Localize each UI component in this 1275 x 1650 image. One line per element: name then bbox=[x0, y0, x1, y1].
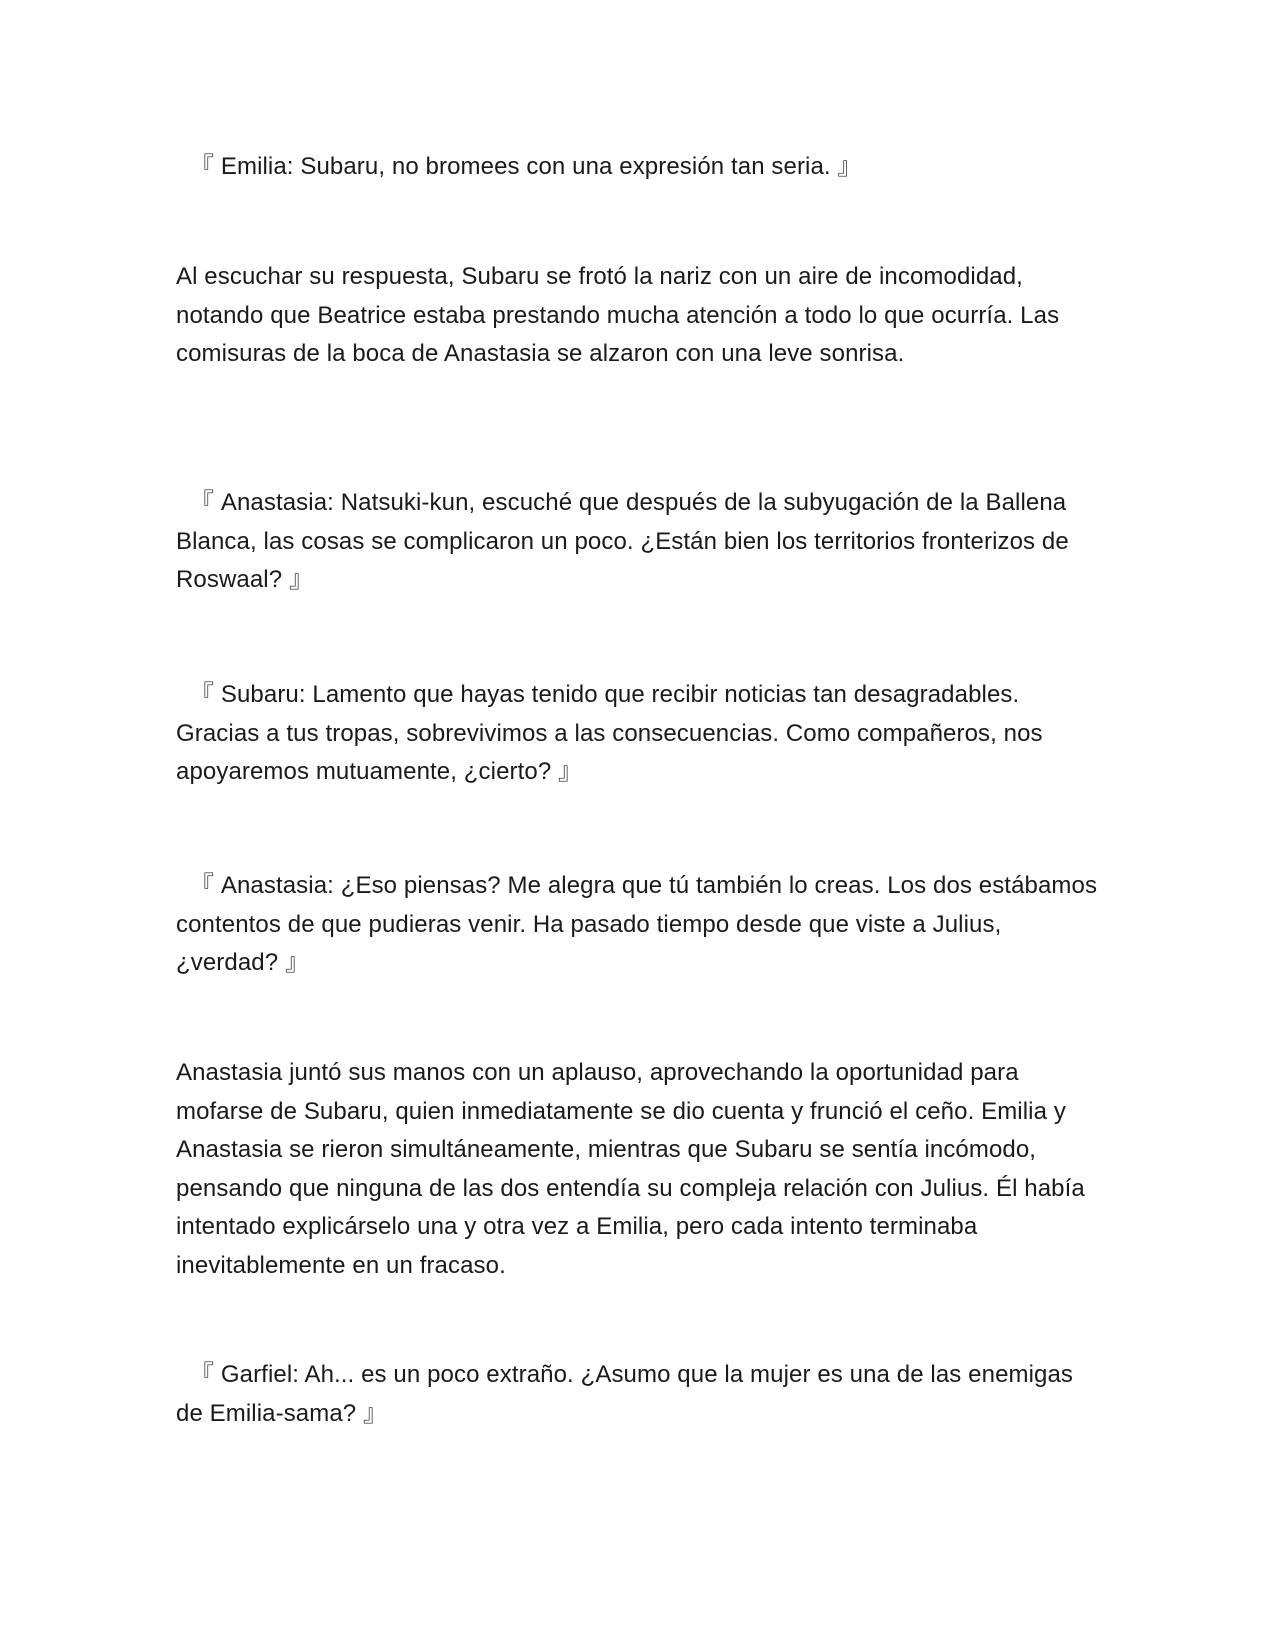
dialogue-subaru: 『 Subaru: Lamento que hayas tenido que recibir noticias tan desagradables. Gracias a tus tropas, sobrevivimos a las consecuencias. Como compañeros, nos apoyaremos mutuamente, ¿cierto? 』 bbox=[176, 681, 1043, 785]
dialogue-anastasia-2: 『 Anastasia: ¿Eso piensas? Me alegra que tú también lo creas. Los dos estábamos contentos de que pudieras venir. Ha pasado tiempo desde que viste a Julius, ¿verdad? 』 bbox=[176, 872, 1098, 976]
dialogue-anastasia: 『 Anastasia: Natsuki-kun, escuché que después de la subyugación de la Ballena Blanca, las cosas se complicaron un poco. ¿Están bien los territorios fronterizos de Roswaal? 』 bbox=[176, 489, 1069, 593]
dialogue-garfiel: 『 Garfiel: Ah... es un poco extraño. ¿Asumo que la mujer es una de las enemigas de Emilia-sama? 』 bbox=[176, 1361, 1074, 1427]
dialogue-emilia: 『 Emilia: Subaru, no bromees con una expresión tan seria. 』 bbox=[190, 153, 862, 180]
narration-paragraph: Al escuchar su respuesta, Subaru se frotó la nariz con un aire de incomodidad, notando que Beatrice estaba prestando mucha atención a todo lo que ocurría. Las comisuras de la boca de Anastasia se alzaron con una leve sonrisa. bbox=[176, 263, 1060, 367]
narration-paragraph-2: Anastasia juntó sus manos con un aplauso, aprovechando la oportunidad para mofarse de Subaru, quien inmediatamente se dio cuenta y frunció el ceño. Emilia y Anastasia se rieron simultáneamente, mientras que Subaru se sentía incómodo, pensando que ninguna de las dos entendía su compleja relación con Julius. Él había intentado explicárselo una y otra vez a Emilia, pero cada intento terminaba inevitablemente en un fracaso. bbox=[176, 1059, 1085, 1279]
